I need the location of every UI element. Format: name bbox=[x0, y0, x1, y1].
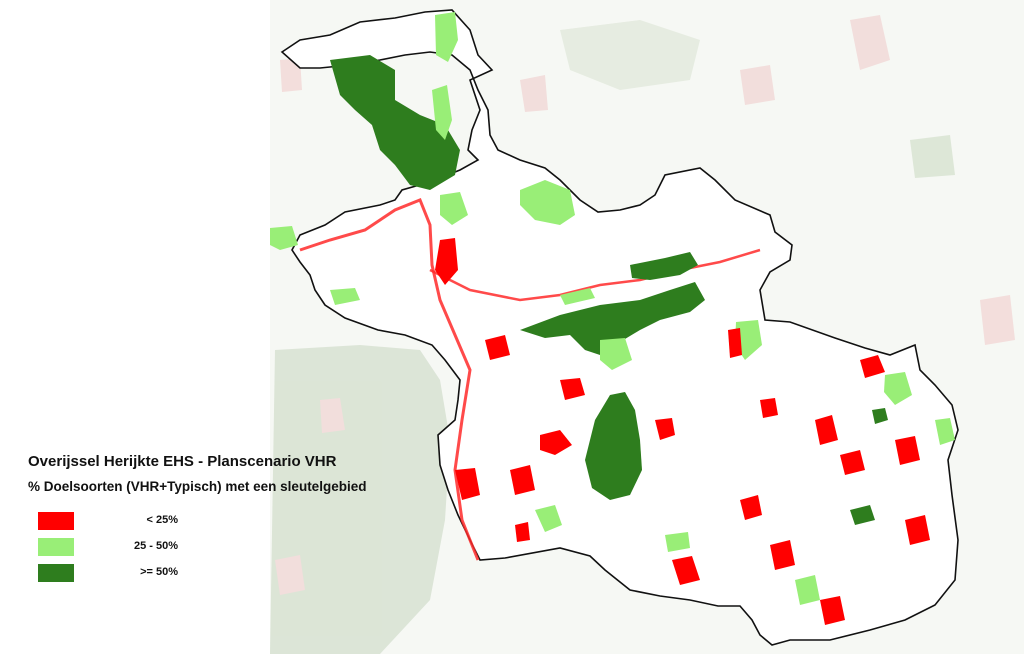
legend-label-low: < 25% bbox=[146, 514, 178, 526]
legend-swatch-high bbox=[38, 564, 74, 582]
legend-swatch-medium bbox=[38, 538, 74, 556]
legend-swatch-low bbox=[38, 512, 74, 530]
legend-label-high: >= 50% bbox=[140, 566, 178, 578]
legend-label-medium: 25 - 50% bbox=[133, 540, 178, 552]
map-legend bbox=[28, 452, 448, 590]
legend-title: Overijssel Herijkte EHS - Planscenario VHR bbox=[28, 453, 337, 470]
legend-item-low bbox=[28, 512, 448, 538]
legend-subtitle: % Doelsoorten (VHR+Typisch) met een sleutelgebied bbox=[28, 479, 367, 494]
legend-item-high bbox=[28, 564, 448, 590]
legend-item-medium bbox=[28, 538, 448, 564]
